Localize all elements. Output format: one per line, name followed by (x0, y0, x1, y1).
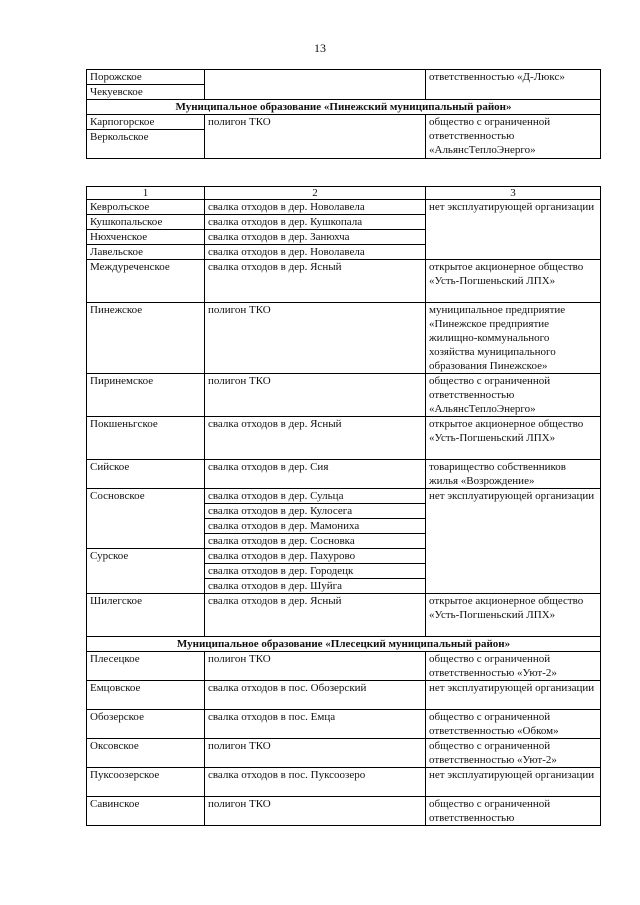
table-row (87, 374, 601, 417)
table-row (87, 710, 601, 739)
settlement-cell: Плесецкое (87, 652, 205, 681)
object-cell: свалка отходов в пос. Пуксоозеро (205, 768, 426, 797)
table-row (87, 797, 601, 826)
settlement-cell: Нюхченское (87, 230, 205, 245)
responsible-cell: товарищество собственников жилья «Возрождение» (426, 460, 601, 489)
responsible-cell: общество с ограниченной ответственностью «АльянсТеплоЭнерго» (426, 374, 601, 417)
settlement-cell: Пиринемское (87, 374, 205, 417)
settlement-cell: Веркольское (87, 130, 205, 159)
object-cell: свалка отходов в дер. Новолавела (205, 245, 426, 260)
main-table (86, 186, 601, 826)
object-cell: полигон ТКО (205, 303, 426, 374)
object-cell: полигон ТКО (205, 374, 426, 417)
responsible-cell: нет эксплуатирующей организации (426, 200, 601, 260)
settlement-cell: Чекуевское (87, 85, 205, 100)
settlement-cell: Обозерское (87, 710, 205, 739)
section-title: Муниципальное образование «Пинежский муниципальный район» (87, 100, 601, 115)
settlement-cell: Сийское (87, 460, 205, 489)
object-cell: свалка отходов в дер. Кушкопала (205, 215, 426, 230)
table-row (87, 303, 601, 374)
responsible-cell: открытое акционерное общество «Усть-Погшеньский ЛПХ» (426, 417, 601, 460)
object-cell: полигон ТКО (205, 115, 426, 159)
object-cell: свалка отходов в дер. Ясный (205, 417, 426, 460)
object-cell: свалка отходов в дер. Шуйга (205, 579, 426, 594)
top-table (86, 69, 601, 159)
object-cell: свалка отходов в дер. Пахурово (205, 549, 426, 564)
table-row (87, 681, 601, 710)
responsible-cell: открытое акционерное общество «Усть-Погшеньский ЛПХ» (426, 594, 601, 637)
table-row (87, 739, 601, 768)
object-cell: свалка отходов в пос. Обозерский (205, 681, 426, 710)
responsible-cell: общество с ограниченной ответственностью (426, 797, 601, 826)
responsible-cell: ответственностью «Д-Люкс» (426, 70, 601, 100)
object-cell: свалка отходов в пос. Емца (205, 710, 426, 739)
settlement-cell: Сосновское (87, 489, 205, 549)
settlement-cell: Емцовское (87, 681, 205, 710)
table-row (87, 260, 601, 303)
table-row (87, 768, 601, 797)
object-cell: свалка отходов в дер. Кулосега (205, 504, 426, 519)
responsible-cell: нет эксплуатирующей организации (426, 768, 601, 797)
settlement-cell: Междуреченское (87, 260, 205, 303)
object-cell (205, 70, 426, 100)
object-cell: свалка отходов в дер. Новолавела (205, 200, 426, 215)
section-header-row (87, 637, 601, 652)
object-cell: свалка отходов в дер. Сульца (205, 489, 426, 504)
responsible-cell: нет эксплуатирующей организации (426, 681, 601, 710)
settlement-cell: Савинское (87, 797, 205, 826)
settlement-cell: Шилегское (87, 594, 205, 637)
responsible-cell: общество с ограниченной ответственностью «Обком» (426, 710, 601, 739)
settlement-cell: Кушкопальское (87, 215, 205, 230)
object-cell: свалка отходов в дер. Сосновка (205, 534, 426, 549)
settlement-cell: Кевролъское (87, 200, 205, 215)
table-row (87, 115, 601, 130)
object-cell: свалка отходов в дер. Сия (205, 460, 426, 489)
settlement-cell: Оксовское (87, 739, 205, 768)
object-cell: свалка отходов в дер. Занюхча (205, 230, 426, 245)
table-row (87, 200, 601, 215)
column-number: 1 (87, 187, 205, 200)
object-cell: свалка отходов в дер. Ясный (205, 594, 426, 637)
responsible-cell: общество с ограниченной ответственностью «АльянсТеплоЭнерго» (426, 115, 601, 159)
table-row (87, 489, 601, 504)
object-cell: полигон ТКО (205, 797, 426, 826)
object-cell: свалка отходов в дер. Мамониха (205, 519, 426, 534)
settlement-cell: Порожское (87, 70, 205, 85)
responsible-cell: общество с ограниченной ответственностью «Уют-2» (426, 652, 601, 681)
page-number: 13 (314, 41, 326, 55)
responsible-cell: общество с ограниченной ответственностью «Уют-2» (426, 739, 601, 768)
object-cell: свалка отходов в дер. Городецк (205, 564, 426, 579)
responsible-cell: открытое акционерное общество «Усть-Погшеньский ЛПХ» (426, 260, 601, 303)
section-title: Муниципальное образование «Плесецкий муниципальный район» (87, 637, 601, 652)
settlement-cell: Сурское (87, 549, 205, 594)
column-number: 2 (205, 187, 426, 200)
settlement-cell: Карпогорское (87, 115, 205, 130)
table-row (87, 652, 601, 681)
column-number: 3 (426, 187, 601, 200)
object-cell: свалка отходов в дер. Ясный (205, 260, 426, 303)
responsible-cell: нет эксплуатирующей организации (426, 489, 601, 594)
table-row (87, 70, 601, 85)
settlement-cell: Пуксоозерское (87, 768, 205, 797)
settlement-cell: Лавельское (87, 245, 205, 260)
responsible-cell: муниципальное предприятие «Пинежское предприятие жилищно-коммунального хозяйства муниципального образования Пинежское» (426, 303, 601, 374)
settlement-cell: Покшеньгское (87, 417, 205, 460)
table-row (87, 417, 601, 460)
column-number-row (87, 187, 601, 200)
table-row (87, 594, 601, 637)
section-header-row (87, 100, 601, 115)
settlement-cell: Пинежское (87, 303, 205, 374)
table-row (87, 460, 601, 489)
object-cell: полигон ТКО (205, 652, 426, 681)
object-cell: полигон ТКО (205, 739, 426, 768)
